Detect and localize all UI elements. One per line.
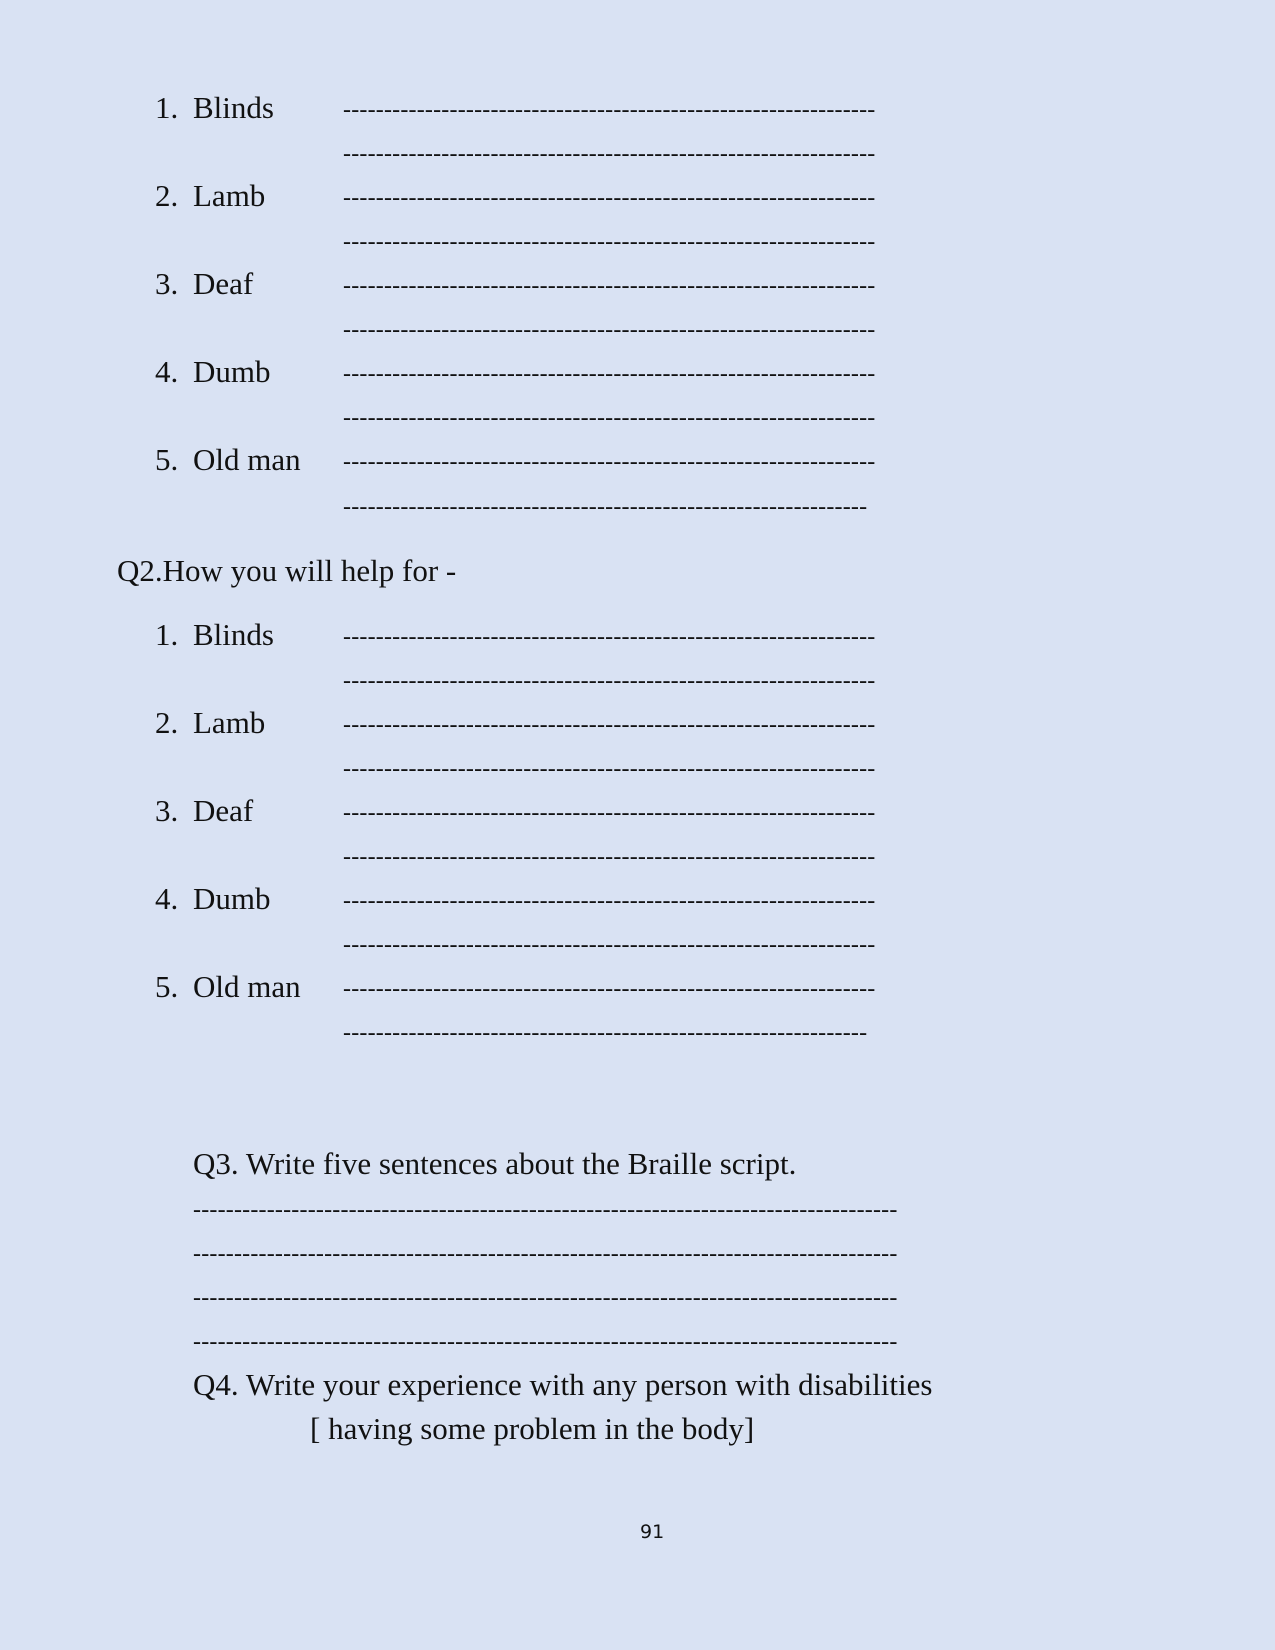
- q2-heading: Q2.How you will help for -: [117, 553, 457, 588]
- answer-line[interactable]: -----------------------------------------------------------------: [343, 976, 876, 1002]
- q2-item-number: 4.: [155, 881, 179, 916]
- q4-heading: Q4. Write your experience with any person with disabilities: [193, 1367, 933, 1402]
- q1-item-number: 3.: [155, 266, 179, 301]
- q1-item-number: 4.: [155, 354, 179, 389]
- answer-line[interactable]: -----------------------------------------------------------------: [343, 141, 876, 167]
- answer-line[interactable]: -----------------------------------------------------------------: [343, 712, 876, 738]
- answer-line[interactable]: -----------------------------------------------------------------: [343, 668, 876, 694]
- q1-item-label: Old man: [193, 442, 301, 477]
- answer-line[interactable]: -----------------------------------------------------------------: [343, 317, 876, 343]
- answer-line[interactable]: --------------------------------------------------------------------------------------: [193, 1241, 898, 1267]
- answer-line[interactable]: -----------------------------------------------------------------: [343, 932, 876, 958]
- q1-item-label: Deaf: [193, 266, 254, 301]
- answer-line[interactable]: -----------------------------------------------------------------: [343, 361, 876, 387]
- q1-item-label: Blinds: [193, 90, 274, 125]
- answer-line[interactable]: --------------------------------------------------------------------------------------: [193, 1285, 898, 1311]
- answer-line[interactable]: --------------------------------------------------------------------------------------: [193, 1329, 898, 1355]
- q2-item-number: 2.: [155, 705, 179, 740]
- q1-item-number: 1.: [155, 90, 179, 125]
- answer-line[interactable]: -----------------------------------------------------------------: [343, 449, 876, 475]
- q1-item-number: 5.: [155, 442, 179, 477]
- page-number: 91: [640, 1521, 665, 1543]
- q2-item-label: Lamb: [193, 705, 266, 740]
- answer-line[interactable]: -----------------------------------------------------------------: [343, 888, 876, 914]
- answer-line[interactable]: -----------------------------------------------------------------: [343, 624, 876, 650]
- q1-item-number: 2.: [155, 178, 179, 213]
- answer-line[interactable]: -----------------------------------------------------------------: [343, 844, 876, 870]
- answer-line[interactable]: -----------------------------------------------------------------: [343, 756, 876, 782]
- q2-item-label: Blinds: [193, 617, 274, 652]
- answer-line[interactable]: ----------------------------------------------------------------: [343, 494, 868, 520]
- q3-heading: Q3. Write five sentences about the Braille script.: [193, 1146, 797, 1181]
- answer-line[interactable]: --------------------------------------------------------------------------------------: [193, 1197, 898, 1223]
- q2-item-label: Old man: [193, 969, 301, 1004]
- answer-line[interactable]: -----------------------------------------------------------------: [343, 273, 876, 299]
- answer-line[interactable]: -----------------------------------------------------------------: [343, 229, 876, 255]
- answer-line[interactable]: -----------------------------------------------------------------: [343, 405, 876, 431]
- q1-item-label: Lamb: [193, 178, 266, 213]
- q2-item-number: 5.: [155, 969, 179, 1004]
- q2-item-number: 3.: [155, 793, 179, 828]
- q1-item-label: Dumb: [193, 354, 271, 389]
- q2-item-label: Deaf: [193, 793, 254, 828]
- answer-line[interactable]: ----------------------------------------------------------------: [343, 1020, 868, 1046]
- q2-item-label: Dumb: [193, 881, 271, 916]
- q4-subheading: [ having some problem in the body]: [310, 1411, 755, 1446]
- answer-line[interactable]: -----------------------------------------------------------------: [343, 800, 876, 826]
- answer-line[interactable]: -----------------------------------------------------------------: [343, 185, 876, 211]
- answer-line[interactable]: -----------------------------------------------------------------: [343, 97, 876, 123]
- q2-item-number: 1.: [155, 617, 179, 652]
